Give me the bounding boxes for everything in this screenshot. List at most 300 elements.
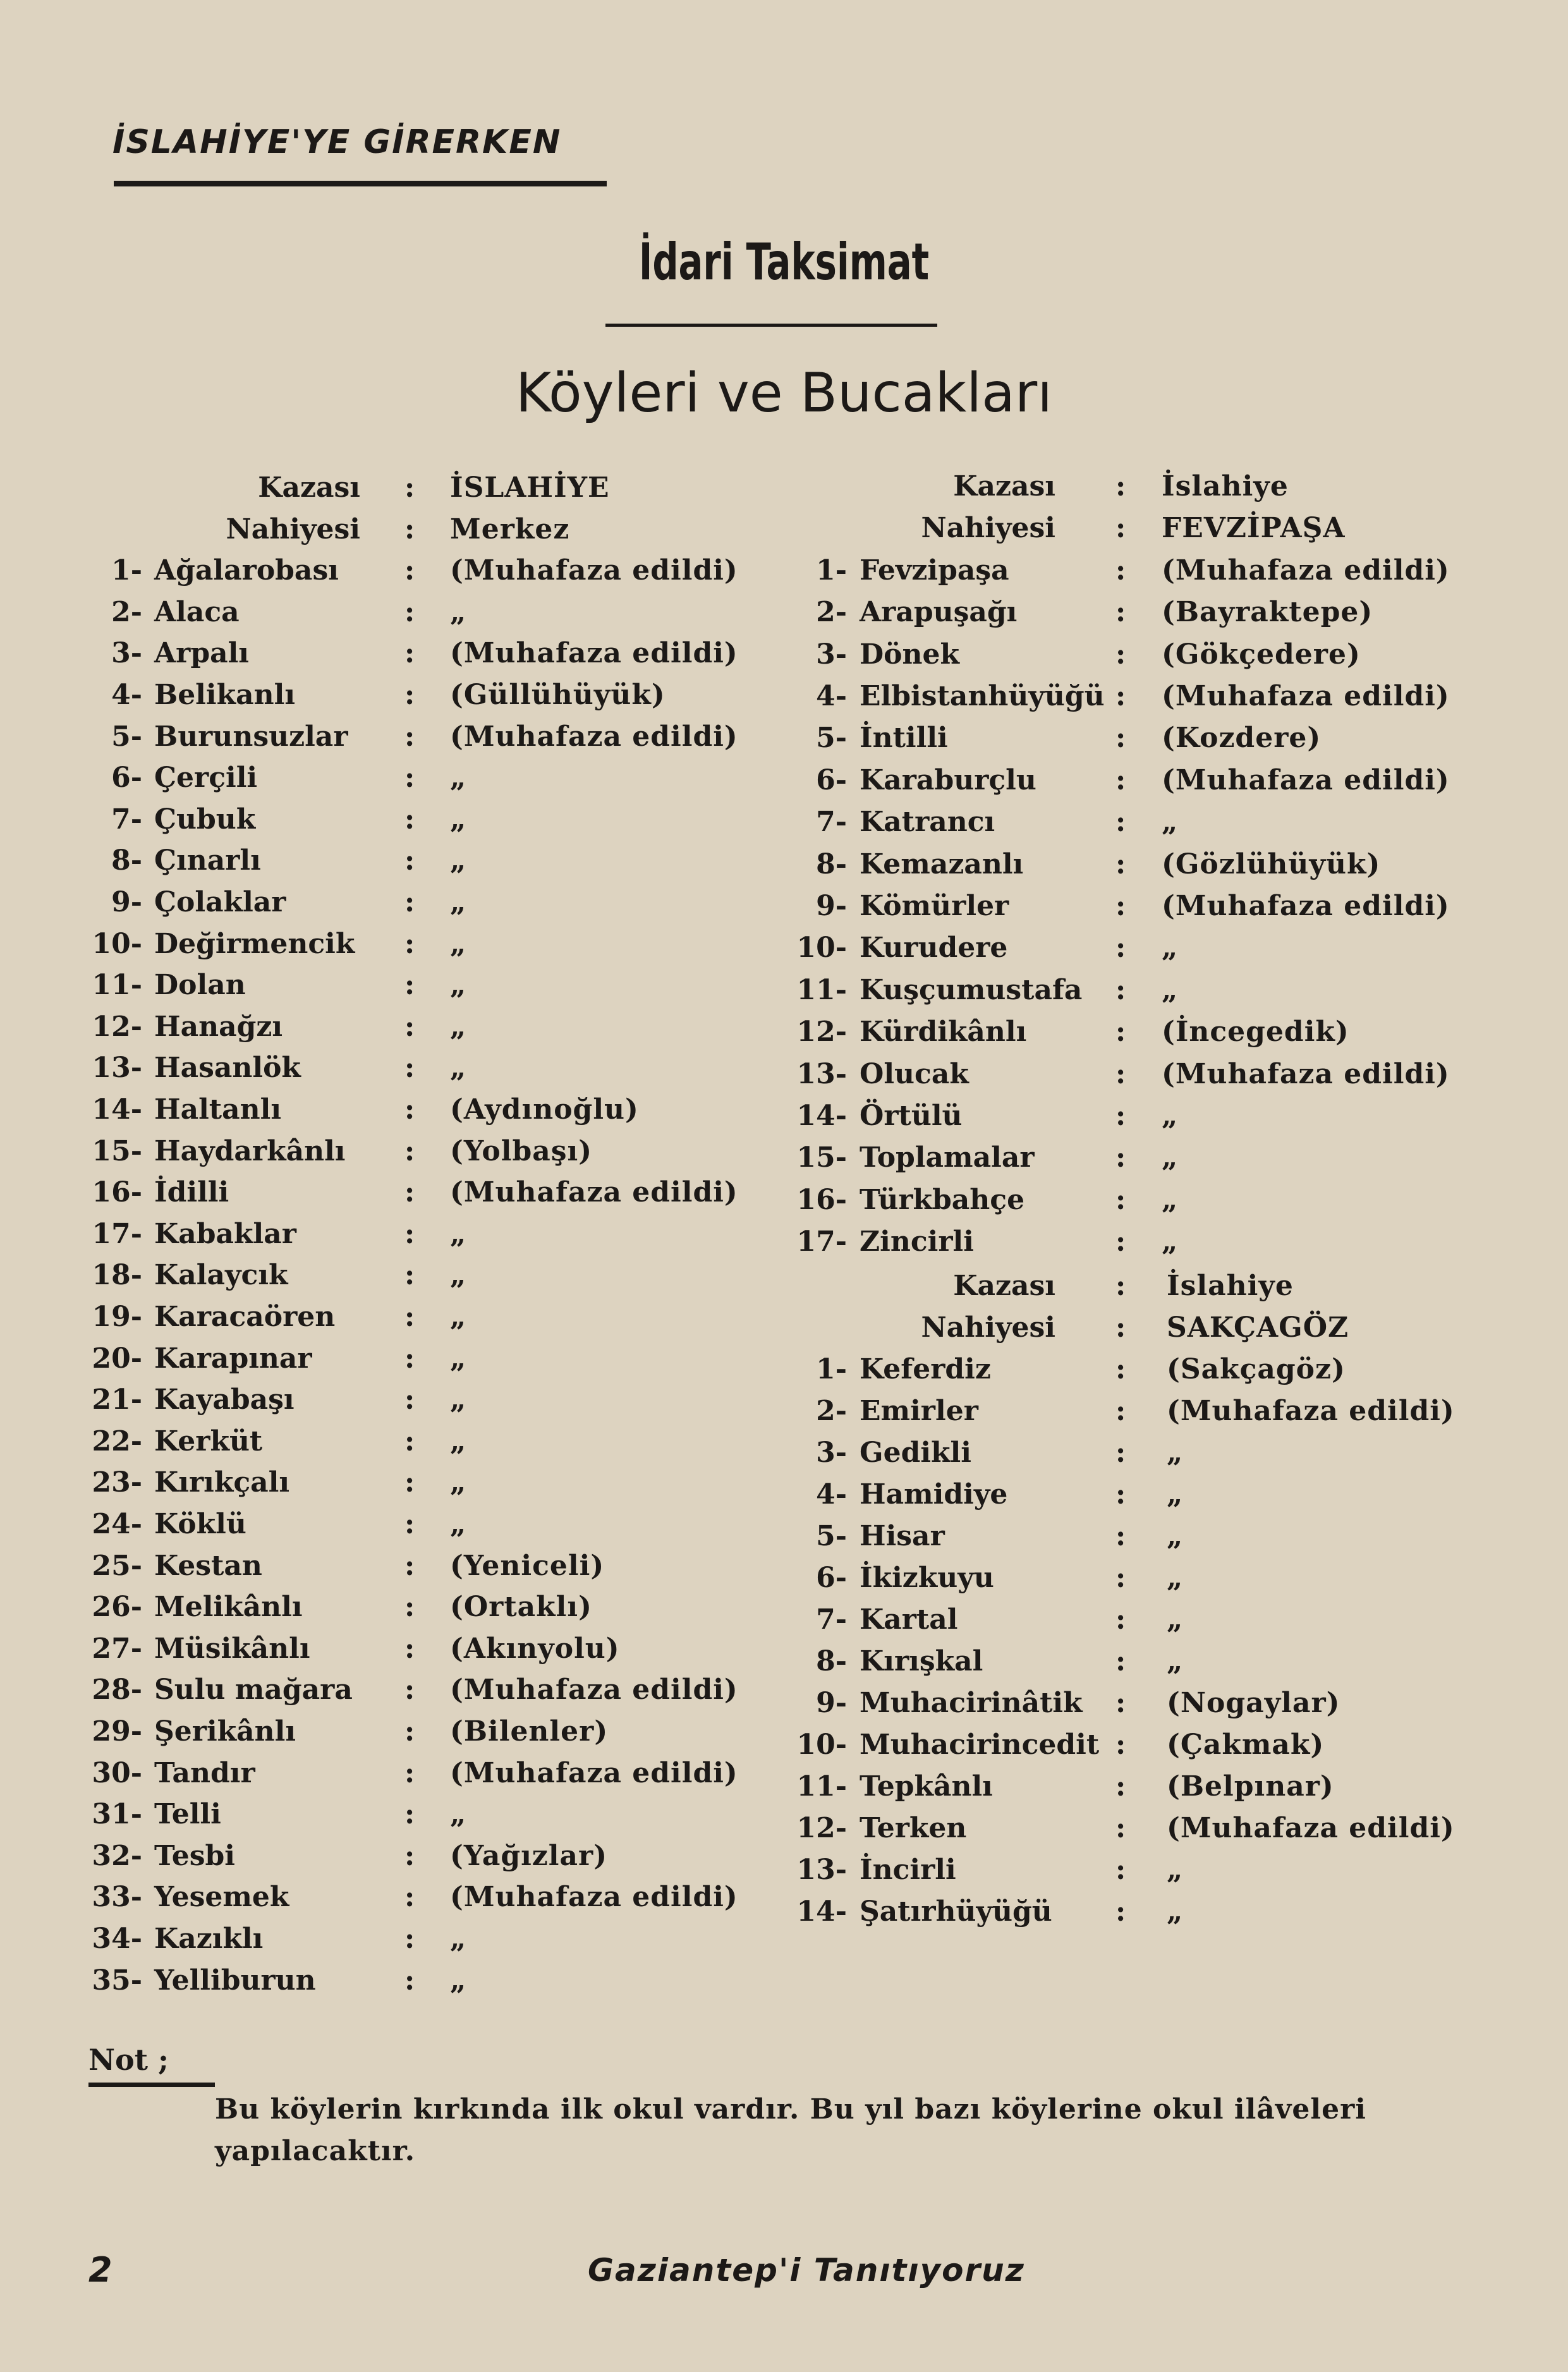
village-status: (Belpınar) [1167, 1770, 1334, 1803]
village-status: „ [450, 844, 467, 877]
colon: : [404, 1591, 415, 1624]
village-number: 9- [816, 1687, 847, 1719]
colon: : [404, 1632, 415, 1665]
village-status: „ [1162, 1100, 1179, 1132]
village-row [0, 592, 1568, 633]
village-name: Belikanlı [154, 679, 296, 711]
colon: : [1115, 1057, 1126, 1090]
nahiye-row [0, 1308, 1568, 1348]
nahiye-label: Nahiyesi [921, 512, 1055, 545]
kaza-label: Kazası [953, 470, 1055, 502]
village-name: Terken [860, 1812, 967, 1844]
village-number: 14- [796, 1100, 847, 1132]
village-status: (Muhafaza edildi) [1167, 1812, 1455, 1844]
village-number: 21- [92, 1384, 142, 1416]
colon: : [404, 844, 415, 877]
village-status: (Muhafaza edildi) [1162, 554, 1450, 587]
village-name: Karapınar [154, 1342, 312, 1375]
colon: : [404, 720, 415, 753]
village-status: „ [450, 1052, 467, 1085]
village-number: 22- [92, 1425, 142, 1457]
village-status: „ [1167, 1562, 1184, 1594]
village-number: 13- [92, 1052, 142, 1085]
village-name: Türkbahçe [860, 1183, 1025, 1216]
village-number: 10- [796, 1729, 847, 1761]
kaza-label: Kazası [953, 1270, 1055, 1302]
colon: : [1115, 470, 1126, 502]
village-row [0, 970, 1568, 1011]
village-status: „ [1162, 973, 1179, 1006]
village-row [0, 1054, 1568, 1095]
village-status: (Nogaylar) [1167, 1687, 1340, 1719]
village-number: 30- [92, 1756, 142, 1789]
village-row [0, 1222, 1568, 1262]
village-number: 4- [816, 680, 847, 712]
village-name: Şatırhüyüğü [860, 1895, 1052, 1928]
village-name: Değirmencik [154, 927, 355, 960]
nahiye-value: Merkez [450, 513, 570, 545]
village-status: „ [1162, 806, 1179, 839]
village-name: Kuşçumustafa [860, 973, 1083, 1006]
colon: : [404, 1756, 415, 1789]
colon: : [1115, 932, 1126, 964]
colon: : [404, 1259, 415, 1292]
colon: : [404, 1176, 415, 1209]
village-name: Şerikânlı [154, 1715, 296, 1748]
village-number: 1- [816, 554, 847, 587]
village-status: (Kozdere) [1162, 722, 1322, 755]
village-status: „ [1167, 1603, 1184, 1636]
village-number: 4- [111, 679, 142, 711]
kaza-value: İSLAHİYE [450, 471, 610, 504]
village-number: 9- [111, 886, 142, 918]
colon: : [404, 1839, 415, 1872]
village-name: Karacaören [154, 1301, 336, 1333]
village-status: (Akınyolu) [450, 1632, 620, 1665]
village-number: 13- [796, 1057, 847, 1090]
village-name: Alaca [154, 595, 240, 628]
village-status: (Muhafaza edildi) [1162, 890, 1450, 922]
colon: : [404, 1342, 415, 1375]
village-status: „ [450, 1342, 467, 1375]
village-name: İncirli [860, 1854, 956, 1886]
village-name: Haydarkânlı [154, 1134, 346, 1167]
village-status: (Muhafaza edildi) [450, 1176, 738, 1209]
village-name: Hasanlök [154, 1052, 301, 1085]
village-status: (Bayraktepe) [1162, 596, 1373, 629]
village-name: Arapuşağı [860, 596, 1018, 629]
village-number: 3- [111, 637, 142, 670]
village-name: Kazıklı [154, 1923, 264, 1955]
village-status: „ [450, 1425, 467, 1457]
colon: : [1115, 1016, 1126, 1049]
running-header: İSLAHİYE'YE GİRERKEN [112, 123, 562, 161]
village-name: Kalaycık [154, 1259, 288, 1292]
colon: : [1115, 973, 1126, 1006]
village-name: Kırıkçalı [154, 1466, 290, 1499]
village-status: (Sakçagöz) [1167, 1353, 1346, 1385]
village-number: 10- [796, 932, 847, 964]
village-status: „ [450, 1466, 467, 1499]
village-name: Emirler [860, 1395, 978, 1427]
village-status: „ [450, 969, 467, 1002]
colon: : [404, 554, 415, 587]
colon: : [404, 1881, 415, 1914]
village-number: 10- [92, 927, 142, 960]
village-number: 5- [111, 720, 142, 753]
village-number: 23- [92, 1466, 142, 1499]
village-name: Haltanlı [154, 1093, 282, 1126]
village-row [0, 1138, 1568, 1178]
village-name: Tepkânlı [860, 1770, 993, 1803]
village-row [0, 1850, 1568, 1890]
village-name: Zincirli [860, 1226, 974, 1258]
colon: : [404, 1134, 415, 1167]
village-name: Kestan [154, 1549, 262, 1582]
village-number: 25- [92, 1549, 142, 1582]
village-number: 12- [92, 1010, 142, 1043]
village-status: „ [450, 595, 467, 628]
village-name: Köklü [154, 1508, 246, 1540]
village-number: 16- [92, 1176, 142, 1209]
village-number: 7- [111, 803, 142, 836]
colon: : [1115, 1437, 1126, 1469]
village-status: „ [450, 1384, 467, 1416]
village-status: „ [450, 1010, 467, 1043]
village-name: Kürdikânlı [860, 1016, 1027, 1049]
village-status: (Muhafaza edildi) [450, 554, 738, 587]
village-name: Kayabaşı [154, 1384, 295, 1416]
village-number: 11- [796, 1770, 847, 1803]
village-row [0, 1808, 1568, 1849]
colon: : [1115, 1562, 1126, 1594]
colon: : [1115, 1353, 1126, 1385]
nahiye-label: Nahiyesi [226, 513, 360, 545]
village-name: Melikânlı [154, 1591, 303, 1624]
colon: : [404, 471, 415, 504]
village-name: İkizkuyu [860, 1562, 994, 1594]
village-status: „ [450, 1259, 467, 1292]
title-underline [605, 324, 937, 327]
village-name: Hamidiye [860, 1478, 1008, 1511]
colon: : [1115, 680, 1126, 712]
kaza-label: Kazası [258, 471, 360, 504]
village-row [0, 1767, 1568, 1807]
colon: : [404, 1549, 415, 1582]
village-number: 14- [92, 1093, 142, 1126]
village-status: „ [450, 1301, 467, 1333]
village-status: „ [1162, 1183, 1179, 1216]
village-number: 2- [111, 595, 142, 628]
village-number: 35- [92, 1964, 142, 1997]
village-status: (Muhafaza edildi) [1162, 763, 1450, 796]
colon: : [1115, 1520, 1126, 1552]
village-name: Kerküt [154, 1425, 263, 1457]
village-number: 15- [796, 1141, 847, 1174]
colon: : [404, 886, 415, 918]
village-name: Gedikli [860, 1437, 971, 1469]
village-status: „ [1162, 932, 1179, 964]
village-row [0, 928, 1568, 968]
village-status: (Muhafaza edildi) [450, 720, 738, 753]
colon: : [404, 1093, 415, 1126]
village-number: 3- [816, 1437, 847, 1469]
colon: : [404, 1384, 415, 1416]
village-name: Müsikânlı [154, 1632, 310, 1665]
colon: : [404, 1466, 415, 1499]
colon: : [404, 803, 415, 836]
village-name: Çınarlı [154, 844, 261, 877]
village-number: 31- [92, 1798, 142, 1831]
village-status: (Muhafaza edildi) [450, 1674, 738, 1706]
village-row [0, 802, 1568, 842]
village-row [0, 1516, 1568, 1557]
colon: : [404, 1301, 415, 1333]
village-status: (Gökçedere) [1162, 638, 1361, 671]
village-status: (Yeniceli) [450, 1549, 605, 1582]
village-row [0, 1600, 1568, 1640]
colon: : [404, 679, 415, 711]
village-row [0, 1475, 1568, 1515]
village-number: 11- [796, 973, 847, 1006]
village-name: Kartal [860, 1603, 958, 1636]
colon: : [1115, 1270, 1126, 1302]
village-status: (Ortaklı) [450, 1591, 592, 1624]
kaza-value: İslahiye [1162, 470, 1289, 502]
nahiye-label: Nahiyesi [921, 1311, 1055, 1344]
village-status: „ [450, 886, 467, 918]
village-row [0, 676, 1568, 717]
village-name: Tesbi [154, 1839, 235, 1872]
village-name: Karaburçlu [860, 763, 1036, 796]
village-name: Çolaklar [154, 886, 286, 918]
colon: : [404, 1425, 415, 1457]
colon: : [404, 595, 415, 628]
village-status: „ [450, 927, 467, 960]
village-name: İntilli [860, 722, 948, 755]
village-number: 14- [796, 1895, 847, 1928]
village-number: 5- [816, 722, 847, 755]
village-row [0, 718, 1568, 758]
village-row [0, 1641, 1568, 1682]
village-status: (Yağızlar) [450, 1839, 608, 1872]
village-row [0, 1961, 1568, 2001]
colon: : [1115, 763, 1126, 796]
village-status: (Muhafaza edildi) [1167, 1395, 1455, 1427]
colon: : [1115, 1478, 1126, 1511]
colon: : [404, 1798, 415, 1831]
village-name: Örtülü [860, 1100, 963, 1132]
village-status: (Muhafaza edildi) [1162, 680, 1450, 712]
colon: : [1115, 1687, 1126, 1719]
village-name: Sulu mağara [154, 1674, 353, 1706]
village-status: „ [450, 1923, 467, 1955]
header-underline [114, 181, 607, 186]
village-row [0, 1349, 1568, 1390]
kaza-row [0, 466, 1568, 507]
village-status: (Bilenler) [450, 1715, 609, 1748]
village-status: „ [450, 1798, 467, 1831]
village-name: Kömürler [860, 890, 1009, 922]
village-name: Kemazanlı [860, 848, 1024, 880]
village-row [0, 1096, 1568, 1136]
village-row [0, 1725, 1568, 1765]
village-status: „ [1167, 1520, 1184, 1552]
village-name: Hanağzı [154, 1010, 283, 1043]
village-number: 7- [816, 806, 847, 839]
village-status: (Yolbaşı) [450, 1134, 593, 1167]
village-name: Kabaklar [154, 1217, 296, 1250]
village-row [0, 1180, 1568, 1220]
village-number: 17- [92, 1217, 142, 1250]
village-number: 6- [816, 763, 847, 796]
village-status: (Aydınoğlu) [450, 1093, 639, 1126]
colon: : [1115, 722, 1126, 755]
village-status: „ [450, 762, 467, 794]
village-number: 6- [816, 1562, 847, 1594]
village-name: Çubuk [154, 803, 256, 836]
village-number: 19- [92, 1301, 142, 1333]
village-number: 34- [92, 1923, 142, 1955]
village-status: „ [1167, 1478, 1184, 1511]
village-number: 13- [796, 1854, 847, 1886]
village-name: Burunsuzlar [154, 720, 348, 753]
village-name: Kurudere [860, 932, 1008, 964]
village-number: 24- [92, 1508, 142, 1540]
village-number: 9- [816, 890, 847, 922]
village-number: 3- [816, 638, 847, 671]
kaza-value: İslahiye [1167, 1270, 1294, 1302]
village-row [0, 844, 1568, 885]
village-status: „ [1167, 1437, 1184, 1469]
village-row [0, 760, 1568, 801]
colon: : [404, 969, 415, 1002]
village-number: 15- [92, 1134, 142, 1167]
note-text: Bu köylerin kırkında ilk okul vardır. Bu yıl bazı köylerine okul ilâveleri yapılacaktır. [215, 2093, 1366, 2167]
colon: : [1115, 1645, 1126, 1677]
village-number: 28- [92, 1674, 142, 1706]
village-number: 12- [796, 1016, 847, 1049]
note-label: Not ; [88, 2043, 169, 2077]
colon: : [1115, 1854, 1126, 1886]
village-status: (İncegedik) [1162, 1016, 1349, 1049]
village-status: „ [1162, 1226, 1179, 1258]
colon: : [1115, 1603, 1126, 1636]
colon: : [1115, 890, 1126, 922]
village-name: Dönek [860, 638, 959, 671]
village-number: 32- [92, 1839, 142, 1872]
village-status: „ [450, 1217, 467, 1250]
village-name: İdilli [154, 1176, 229, 1209]
colon: : [1115, 1895, 1126, 1928]
village-name: Olucak [860, 1057, 969, 1090]
village-status: „ [450, 803, 467, 836]
nahiye-value: FEVZİPAŞA [1162, 512, 1346, 545]
village-number: 26- [92, 1591, 142, 1624]
village-status: (Gözlühüyük) [1162, 848, 1381, 880]
colon: : [404, 513, 415, 545]
village-status: „ [450, 1964, 467, 1997]
village-name: Dolan [154, 969, 246, 1002]
village-status: „ [1167, 1854, 1184, 1886]
village-number: 2- [816, 596, 847, 629]
village-number: 5- [816, 1520, 847, 1552]
village-status: (Muhafaza edildi) [450, 1881, 738, 1914]
note-underline [88, 2083, 215, 2087]
colon: : [1115, 848, 1126, 880]
colon: : [1115, 1770, 1126, 1803]
colon: : [404, 1508, 415, 1540]
village-name: Yesemek [154, 1881, 289, 1914]
colon: : [1115, 1395, 1126, 1427]
colon: : [404, 1674, 415, 1706]
village-number: 7- [816, 1603, 847, 1636]
colon: : [404, 1923, 415, 1955]
village-number: 17- [796, 1226, 847, 1258]
colon: : [404, 1715, 415, 1748]
colon: : [404, 637, 415, 670]
nahiye-value: SAKÇAGÖZ [1167, 1311, 1349, 1344]
village-name: Yelliburun [154, 1964, 316, 1997]
colon: : [404, 762, 415, 794]
colon: : [1115, 1183, 1126, 1216]
village-name: Keferdiz [860, 1353, 991, 1385]
village-status: (Muhafaza edildi) [1162, 1057, 1450, 1090]
village-name: Katrancı [860, 806, 995, 839]
colon: : [1115, 1141, 1126, 1174]
colon: : [1115, 1100, 1126, 1132]
colon: : [404, 1010, 415, 1043]
colon: : [1115, 1311, 1126, 1344]
village-name: Toplamalar [860, 1141, 1035, 1174]
village-row [0, 1558, 1568, 1598]
village-number: 6- [111, 762, 142, 794]
village-number: 1- [111, 554, 142, 587]
village-number: 8- [816, 1645, 847, 1677]
village-name: Tandır [154, 1756, 255, 1789]
colon: : [1115, 1729, 1126, 1761]
village-name: Elbistanhüyüğü [860, 680, 1105, 712]
village-number: 12- [796, 1812, 847, 1844]
colon: : [1115, 806, 1126, 839]
colon: : [1115, 512, 1126, 545]
village-status: (Muhafaza edildi) [450, 1756, 738, 1789]
colon: : [1115, 638, 1126, 671]
footer-title: Gaziantep'i Tanıtıyoruz [588, 2252, 1025, 2289]
kaza-row [0, 1266, 1568, 1306]
village-status: (Güllühüyük) [450, 679, 665, 711]
colon: : [404, 1964, 415, 1997]
colon: : [1115, 1226, 1126, 1258]
village-number: 33- [92, 1881, 142, 1914]
village-row [0, 635, 1568, 675]
village-name: Ağalarobası [154, 554, 339, 587]
village-number: 16- [796, 1183, 847, 1216]
village-number: 4- [816, 1478, 847, 1511]
village-name: Çerçili [154, 762, 258, 794]
village-number: 11- [92, 969, 142, 1002]
village-status: „ [450, 1508, 467, 1540]
village-number: 20- [92, 1342, 142, 1375]
village-number: 8- [111, 844, 142, 877]
page-number: 2 [88, 2250, 112, 2290]
village-row [0, 1433, 1568, 1473]
colon: : [404, 1052, 415, 1085]
village-name: Kırışkal [860, 1645, 983, 1677]
village-number: 27- [92, 1632, 142, 1665]
village-row [0, 1391, 1568, 1432]
village-name: Muhacirinâtik [860, 1687, 1083, 1719]
